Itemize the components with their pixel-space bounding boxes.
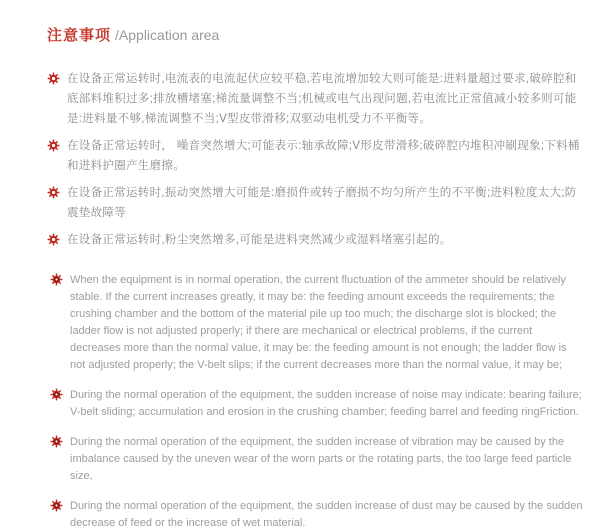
notice-text: When the equipment is in normal operation, the current fluctuation of the ammeter should be relatively stable. If the current increases greatly, it may be: the feeding amount exceeds the requirements; the crushing chamber and the bottom of the material pile up too much; the discharge slot is blocked; the ladder flow is not adjusted properly; if there are mechanical or electrical problems, if the current decreases more than the normal value, it may be: the feeding amount is not enough; the ladder flow is not adjusted properly; the V-belt slips; if the current decreases more than the normal value, it may be; <box>70 274 567 371</box>
gear-icon <box>50 435 63 448</box>
notice-text: 在设备正常运转时,电流表的电流起伏应较平稳,若电流增加较大则可能是:进料量超过要求,破碎腔和底部料堆积过多;排放槽堵塞;梯流量调整不当;机械或电气出现问题,若电流比正常值减小较多则可能是:进料量不够,梯流调整不当;V型皮带滑移;双驱动电机受力不平衡等。 <box>67 73 577 125</box>
notice-text: 在设备正常运转时， 噪音突然增大;可能表示:轴承故障;V形皮带滑移;破碎腔内堆积冲刷现象;下料桶和进料护圈产生磨擦。 <box>67 140 580 172</box>
notice-text: During the normal operation of the equipment, the sudden increase of noise may indicate: bearing failure; V-belt sliding; accumulation and erosion in the crushing chamber; feeding barrel and feeding ringFriction. <box>70 389 582 418</box>
notice-item-en <box>50 498 583 532</box>
notice-item-en <box>50 434 583 485</box>
page-title <box>47 26 583 45</box>
notice-item-cn <box>47 69 583 129</box>
gear-icon <box>47 186 60 199</box>
page-title-zh: 注意事项 <box>47 27 112 44</box>
notice-item-en <box>50 272 583 374</box>
gear-icon <box>50 273 63 286</box>
page-title-en: /Application area <box>115 27 220 43</box>
gear-icon <box>47 139 60 152</box>
gear-icon <box>47 233 60 246</box>
notice-item-en <box>50 387 583 421</box>
notices-chinese-list <box>47 69 583 250</box>
notices-english-list <box>47 272 583 532</box>
notice-text: During the normal operation of the equipment, the sudden increase of vibration may be caused by the imbalance caused by the uneven wear of the worn parts or the rotating parts, the too large feed particle size, <box>70 436 572 482</box>
notice-text: 在设备正常运转时,振动突然增大可能是:磨损件或转子磨损不均匀所产生的不平衡;进料粒度太大;防震垫故障等 <box>67 187 577 219</box>
notice-item-cn <box>47 230 583 250</box>
notice-text: 在设备正常运转时,粉尘突然增多,可能是进料突然减少或湿料堵塞引起的。 <box>67 234 452 246</box>
notice-item-cn <box>47 136 583 176</box>
notice-text: During the normal operation of the equipment, the sudden increase of dust may be caused by the sudden decrease of feed or the increase of wet material. <box>70 500 583 529</box>
gear-icon <box>50 388 63 401</box>
gear-icon <box>50 499 63 512</box>
gear-icon <box>47 72 60 85</box>
notice-item-cn <box>47 183 583 223</box>
